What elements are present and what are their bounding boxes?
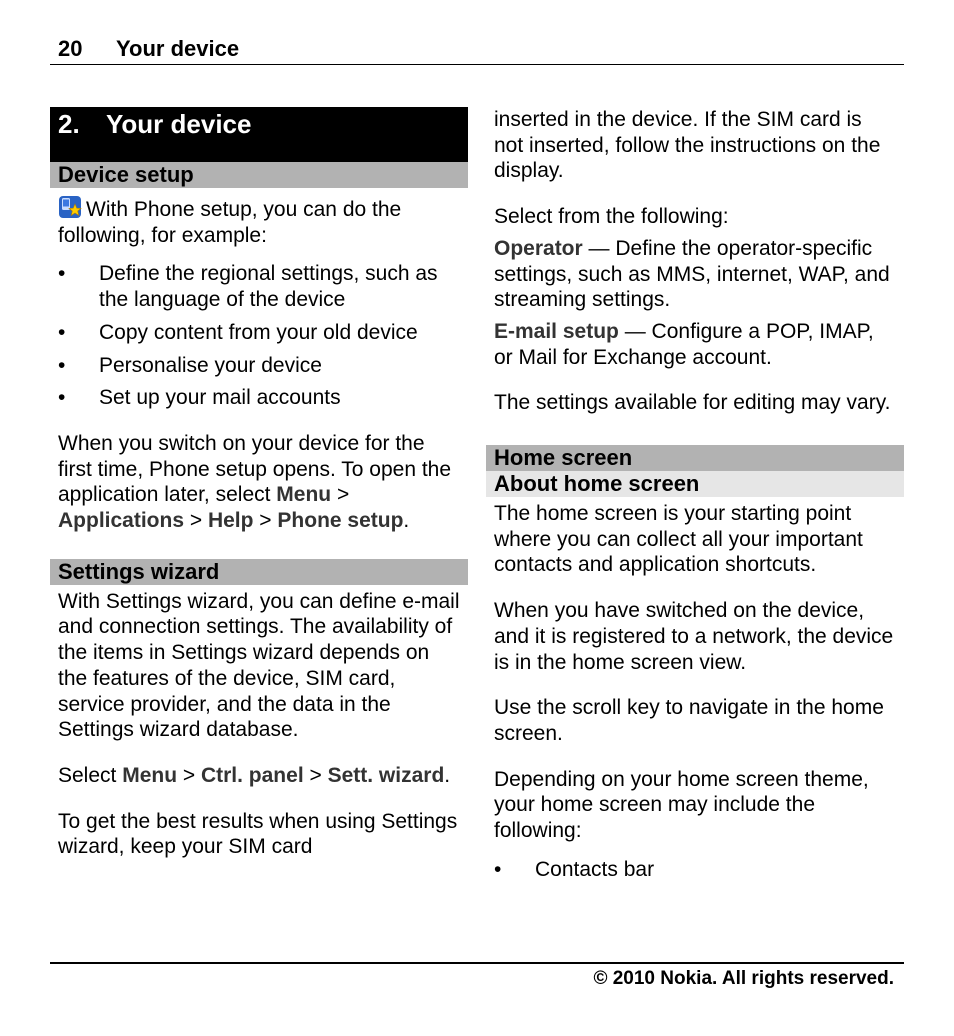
menu-path-item: Phone setup <box>277 509 404 533</box>
menu-path-item: Menu <box>276 483 332 507</box>
page-header <box>50 36 904 65</box>
option-name: Operator <box>494 236 583 260</box>
chapter-number: 2. <box>58 109 80 139</box>
list-item: • Set up your mail accounts <box>58 386 341 410</box>
settings-wizard-paragraph: With Settings wizard, you can define e-mail and connection settings. The availability of the items in Settings wizard depends on the features of the device, SIM card, service provider, and the data in the Settings wizard database. <box>58 589 460 742</box>
list-item: • Personalise your device <box>58 353 322 377</box>
option-name: E-mail setup <box>494 319 619 343</box>
page-footer <box>50 962 904 989</box>
best-results-paragraph-start: To get the best results when using Settings wizard, keep your SIM card <box>58 809 458 859</box>
phone-setup-open-paragraph: When you switch on your device for the first time, Phone setup opens. To open the application later, select Menu > Applications > Help > Phone setup. <box>58 431 452 533</box>
section-heading-home-screen: Home screen <box>486 445 904 471</box>
settings-wizard-select-paragraph: Select Menu > Ctrl. panel > Sett. wizard. <box>58 763 451 787</box>
option-operator <box>486 236 904 313</box>
settings-note: The settings available for editing may vary. <box>494 391 891 415</box>
intro-text: With Phone setup, you can do the following, for example: <box>58 198 402 247</box>
select-from-text: Select from the following: <box>494 205 729 229</box>
home-screen-paragraph: Depending on your home screen theme, your home screen may include the following: <box>494 767 869 843</box>
left-column <box>50 107 468 860</box>
chapter-title: Your device <box>106 109 252 139</box>
menu-path-item: Ctrl. panel <box>200 763 304 787</box>
device-setup-bullet-list <box>50 261 468 411</box>
menu-path-item: Help <box>207 509 254 533</box>
subsection-heading-about-home-screen: About home screen <box>486 471 904 497</box>
menu-path-item: Menu <box>122 763 178 787</box>
option-description: — Configure a POP, IMAP, or Mail for Exchange account. <box>494 319 874 369</box>
list-item: • Define the regional settings, such as the language of the device <box>58 262 438 312</box>
option-description: — Define the operator-specific settings, such as MMS, internet, WAP, and streaming settings. <box>494 236 890 312</box>
option-email-setup <box>486 319 904 370</box>
copyright-text: © 2010 Nokia. All rights reserved. <box>593 968 894 989</box>
home-screen-paragraph: When you have switched on the device, and it is registered to a network, the device is in the home screen view. <box>494 599 894 674</box>
chapter-title-bar <box>50 107 468 162</box>
page-number: 20 <box>58 36 83 61</box>
menu-path-item: Applications <box>58 509 185 533</box>
list-item: • Copy content from your old device <box>58 320 418 344</box>
device-setup-intro <box>50 195 468 248</box>
home-screen-bullet-list <box>486 857 904 883</box>
best-results-paragraph-continued: inserted in the device. If the SIM card is not inserted, follow the instructions on the display. <box>494 108 881 183</box>
phone-setup-icon <box>58 195 82 219</box>
home-screen-paragraph: Use the scroll key to navigate in the home screen. <box>494 696 884 745</box>
list-item: • Contacts bar <box>494 857 655 881</box>
section-heading-device-setup: Device setup <box>50 162 468 188</box>
section-heading-settings-wizard: Settings wizard <box>50 559 468 585</box>
menu-path-item: Sett. wizard <box>327 763 445 787</box>
right-column <box>486 107 904 882</box>
header-title: Your device <box>116 36 240 61</box>
home-screen-paragraph: The home screen is your starting point where you can collect all your important contacts and application shortcuts. <box>494 502 863 577</box>
